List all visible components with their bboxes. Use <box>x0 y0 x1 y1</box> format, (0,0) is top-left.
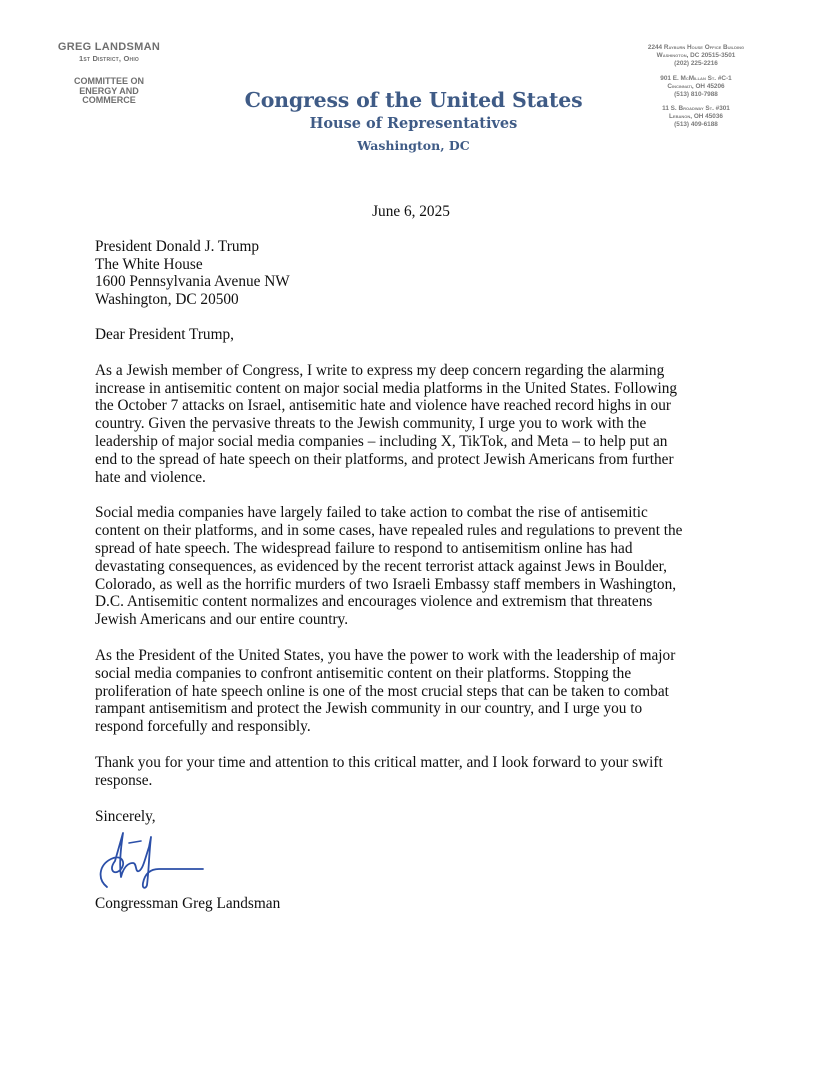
paragraph-line: response. <box>95 771 153 789</box>
paragraph-line: proliferation of hate speech online is one of the most crucial steps that can be taken to combat <box>95 682 669 700</box>
signature-stroke <box>101 833 203 888</box>
letterhead-city: Washington, DC <box>357 138 470 153</box>
paragraph <box>95 647 735 736</box>
office-address-lebanon <box>596 105 796 129</box>
office-line: 11 S. Broadway St. #301 <box>662 105 730 113</box>
house-title: House of Representatives <box>309 115 518 132</box>
committee-line: COMMERCE <box>82 95 136 105</box>
letter-body <box>95 203 735 913</box>
office-line: 901 E. McMillan St. #C-1 <box>660 74 732 82</box>
letterhead-offices <box>596 44 796 129</box>
paragraph-line: Thank you for your time and attention to this critical matter, and I look forward to your swift <box>95 753 663 771</box>
signature-stroke <box>129 841 141 843</box>
office-address-cincinnati <box>596 75 796 99</box>
paragraph <box>95 754 735 790</box>
congress-title: Congress of the United States <box>244 88 583 112</box>
paragraph-line: end to the spread of hate speech on their platforms, and protect Jewish Americans from further <box>95 450 674 468</box>
member-district: 1st District, Ohio <box>79 54 139 63</box>
paragraph-line: social media companies to confront antisemitic content on their platforms. Stopping the <box>95 664 632 682</box>
paragraph <box>95 362 735 487</box>
paragraph-line: Jewish Americans and our entire country. <box>95 611 349 629</box>
paragraph-line: country. Given the pervasive threats to the Jewish community, I urge you to work with the <box>95 415 647 433</box>
paragraph-line: devastating consequences, as evidenced by the recent terrorist attack against Jews in Boulder, <box>95 557 667 575</box>
office-line: Washington, DC 20515-3501 <box>656 51 736 59</box>
letter-date: June 6, 2025 <box>372 203 450 220</box>
committee-name <box>0 77 218 106</box>
committee-line: ENERGY AND <box>79 85 139 96</box>
paragraph-line: content on their platforms, and in some cases, have repealed rules and regulations to prevent the <box>95 522 683 540</box>
office-line: 2244 Rayburn House Office Building <box>647 44 745 51</box>
letterhead-title-block <box>236 87 591 156</box>
salutation: Dear President Trump, <box>95 325 234 343</box>
office-line: Cincinnati, OH 45206 <box>667 82 725 90</box>
address-line: Washington, DC 20500 <box>95 291 239 309</box>
closing: Sincerely, <box>95 807 156 825</box>
paragraph-line: As the President of the United States, you have the power to work with the leadership of major <box>95 646 676 664</box>
paragraph-line: increase in antisemitic content on major social media platforms in the United States. Following <box>95 379 677 397</box>
signer-name: Congressman Greg Landsman <box>95 895 281 913</box>
office-line: Lebanon, OH 45036 <box>669 113 723 121</box>
letterhead-member-block <box>0 41 218 106</box>
paragraph-line: rampant antisemitism and protect the Jewish community in our country, and I urge you to <box>95 700 643 718</box>
paragraph-line: leadership of major social media companies – including X, TikTok, and Meta – to help put an <box>95 432 668 450</box>
member-name: GREG LANDSMAN <box>57 41 161 53</box>
office-address-dc <box>596 44 796 68</box>
committee-line: COMMITTEE ON <box>74 76 144 86</box>
paragraph-line: hate and violence. <box>95 468 206 486</box>
paragraph-line: Colorado, as well as the horrific murders of two Israeli Embassy staff members in Washington, <box>95 575 677 593</box>
recipient-address <box>95 238 735 309</box>
office-line: (513) 409-6188 <box>674 121 718 129</box>
paragraph-line: Social media companies have largely failed to take action to combat the rise of antisemitic <box>95 504 648 522</box>
paragraph-line: the October 7 attacks on Israel, antisemitic hate and violence have reached record highs in our <box>95 397 671 415</box>
paragraph-line: D.C. Antisemitic content normalizes and encourages violence and extremism that threatens <box>95 593 653 611</box>
address-line: The White House <box>95 255 203 273</box>
office-line: (513) 810-7988 <box>674 90 718 98</box>
paragraph-line: spread of hate speech. The widespread failure to respond to antisemitism online has had <box>95 539 633 557</box>
address-line: President Donald J. Trump <box>95 237 260 255</box>
paragraph-line: respond forcefully and responsibly. <box>95 718 311 736</box>
address-line: 1600 Pennsylvania Avenue NW <box>95 273 290 291</box>
paragraph <box>95 504 735 629</box>
handwritten-signature <box>93 829 208 891</box>
office-line: (202) 225-2216 <box>674 59 718 67</box>
paragraph-line: As a Jewish member of Congress, I write to express my deep concern regarding the alarming <box>95 361 665 379</box>
